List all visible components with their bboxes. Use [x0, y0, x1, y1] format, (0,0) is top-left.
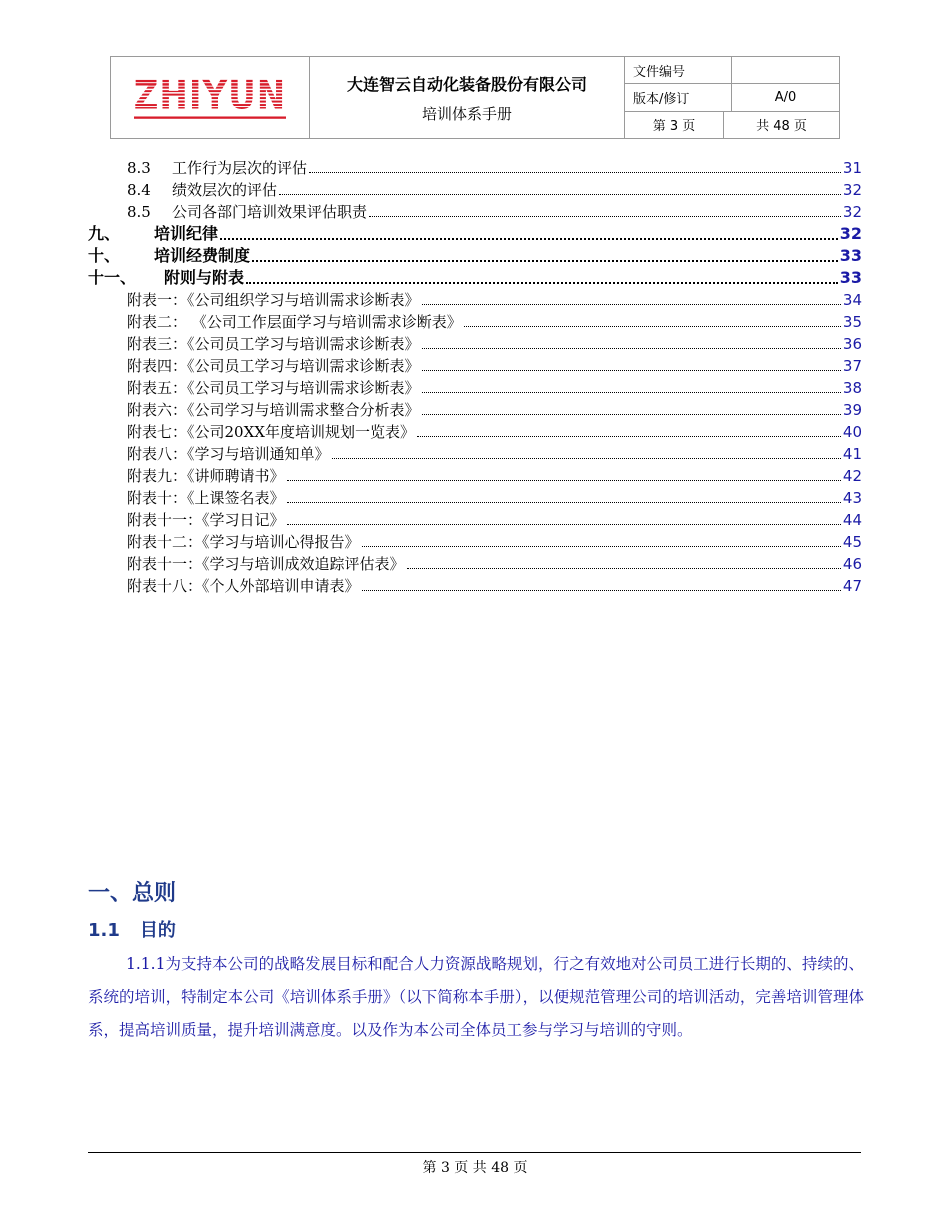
toc-page-number: 35	[842, 313, 862, 331]
toc-entry-title: 培训纪律	[154, 224, 219, 243]
toc-dot-leader	[464, 325, 841, 327]
toc-page-number: 41	[842, 445, 862, 463]
toc-entry[interactable]	[127, 201, 862, 223]
toc-entry-title: 附表十二：《学习与培训心得报告》	[127, 533, 360, 551]
toc-page-number: 37	[842, 357, 862, 375]
toc-entry-number: 8.4	[127, 181, 151, 199]
toc-dot-leader	[362, 545, 841, 547]
toc-page-number: 39	[842, 401, 862, 419]
toc-dot-leader	[362, 589, 841, 591]
logo-cell	[111, 57, 310, 138]
document-info-grid	[625, 57, 839, 138]
page-number-label: 第 3 页	[625, 112, 724, 138]
toc-entry[interactable]	[127, 289, 862, 311]
toc-entry[interactable]	[127, 355, 862, 377]
toc-entry-title: 附表十一：《学习日记》	[127, 511, 285, 529]
toc-dot-leader	[287, 523, 841, 525]
toc-entry[interactable]	[127, 575, 862, 597]
doc-number-value	[732, 57, 839, 83]
company-logo: ZHIYUN	[133, 72, 287, 119]
toc-entry[interactable]	[88, 245, 862, 267]
toc-dot-leader	[422, 303, 841, 305]
toc-entry[interactable]	[127, 443, 862, 465]
doc-number-row	[625, 57, 839, 84]
toc-entry[interactable]	[127, 399, 862, 421]
toc-page-number: 43	[842, 489, 862, 507]
toc-page-number: 46	[842, 555, 862, 573]
toc-entry-title: 附表四：《公司员工学习与培训需求诊断表》	[127, 357, 420, 375]
toc-page-number: 33	[839, 268, 862, 287]
toc-entry-number: 8.5	[127, 203, 151, 221]
toc-page-number: 32	[842, 181, 862, 199]
version-label: 版本/修订	[625, 84, 732, 110]
toc-entry[interactable]	[127, 421, 862, 443]
toc-entry[interactable]	[127, 157, 862, 179]
toc-entry[interactable]	[127, 311, 862, 333]
toc-entry[interactable]	[127, 531, 862, 553]
toc-dot-leader	[287, 479, 841, 481]
toc-page-number: 33	[839, 246, 862, 265]
toc-entry[interactable]	[88, 267, 862, 289]
toc-entry-title: 培训经费制度	[154, 246, 251, 265]
toc-dot-leader	[369, 215, 841, 217]
manual-title: 培训体系手册	[421, 104, 512, 123]
toc-dot-leader	[422, 413, 841, 415]
toc-page-number: 40	[842, 423, 862, 441]
version-row	[625, 84, 839, 111]
toc-entry[interactable]	[127, 487, 862, 509]
toc-page-number: 38	[842, 379, 862, 397]
toc-entry[interactable]	[127, 465, 862, 487]
toc-page-number: 34	[842, 291, 862, 309]
title-cell	[310, 57, 625, 138]
subsection-title: 目的	[139, 920, 176, 941]
toc-entry[interactable]	[127, 333, 862, 355]
toc-page-number: 32	[839, 224, 862, 243]
toc-page-number: 36	[842, 335, 862, 353]
toc-dot-leader	[309, 171, 841, 173]
toc-entry-title: 附表六：《公司学习与培训需求整合分析表》	[127, 401, 420, 419]
toc-entry[interactable]	[127, 509, 862, 531]
section-heading: 一、总则	[88, 881, 177, 906]
toc-entry-title: 附表三：《公司员工学习与培训需求诊断表》	[127, 335, 420, 353]
toc-entry-title: 绩效层次的评估	[172, 181, 278, 199]
toc-page-number: 44	[842, 511, 862, 529]
toc-entry-number: 十一、	[88, 268, 137, 287]
toc-dot-leader	[279, 193, 841, 195]
toc-entry-title: 附表十：《上课签名表》	[127, 489, 285, 507]
toc-page-number: 42	[842, 467, 862, 485]
toc-entry-title: 附表一：《公司组织学习与培训需求诊断表》	[127, 291, 420, 309]
toc-dot-leader	[422, 369, 841, 371]
toc-entry-title: 附表九：《讲师聘请书》	[127, 467, 285, 485]
total-pages-label: 共 48 页	[756, 119, 807, 135]
toc-page-number: 32	[842, 203, 862, 221]
toc-entry[interactable]	[127, 553, 862, 575]
toc-entry-number: 九、	[88, 224, 121, 243]
toc-entry-title: 附表二： 《公司工作层面学习与培训需求诊断表》	[127, 313, 462, 331]
toc-entry-title: 附表八：《学习与培训通知单》	[127, 445, 330, 463]
toc-entry[interactable]	[127, 179, 862, 201]
toc-entry-title: 附则与附表	[164, 268, 245, 287]
toc-entry-title: 附表十一：《学习与培训成效追踪评估表》	[127, 555, 405, 573]
body-paragraph: 1.1.1为支持本公司的战略发展目标和配合人力资源战略规划，行之有效地对公司员工进行长期的、持续的、系统的培训，特制定本公司《培训体系手册》（以下简称本手册），以便规范管理公司的培训活动，完善培训管理体系，提高培训质量，提升培训满意度。以及作为本公司全体员工参与学习与培训的守则。	[88, 955, 864, 1039]
toc-dot-leader	[287, 501, 841, 503]
document-header	[110, 56, 840, 139]
page-footer: 第 3 页 共 48 页	[422, 1160, 528, 1176]
doc-number-label: 文件编号	[625, 57, 732, 83]
toc-page-number: 45	[842, 533, 862, 551]
version-value: A/0	[774, 89, 797, 105]
toc-dot-leader	[332, 457, 841, 459]
toc-dot-leader	[246, 281, 838, 284]
toc-entry-number: 8.3	[127, 159, 151, 177]
footer-rule	[88, 1152, 861, 1153]
toc-entry[interactable]	[88, 223, 862, 245]
toc-entry-number: 十、	[88, 246, 121, 265]
toc-entry-title: 附表五：《公司员工学习与培训需求诊断表》	[127, 379, 420, 397]
toc-entry-title: 附表七：《公司20XX年度培训规划一览表》	[127, 423, 415, 441]
company-name: 大连智云自动化装备股份有限公司	[346, 74, 587, 94]
toc-dot-leader	[220, 237, 838, 240]
toc-entry-title: 工作行为层次的评估	[172, 159, 308, 177]
toc-dot-leader	[252, 259, 838, 262]
toc-page-number: 47	[842, 577, 862, 595]
toc-entry-title: 附表十八：《个人外部培训申请表》	[127, 577, 360, 595]
toc-dot-leader	[407, 567, 841, 569]
toc-entry-title: 公司各部门培训效果评估职责	[172, 203, 368, 221]
toc-dot-leader	[417, 435, 841, 437]
toc-dot-leader	[422, 391, 841, 393]
toc-page-number: 31	[842, 159, 862, 177]
subsection-heading	[88, 916, 176, 942]
toc-entry[interactable]	[127, 377, 862, 399]
page-row	[625, 112, 839, 138]
subsection-number: 1.1	[88, 920, 120, 941]
toc-dot-leader	[422, 347, 841, 349]
